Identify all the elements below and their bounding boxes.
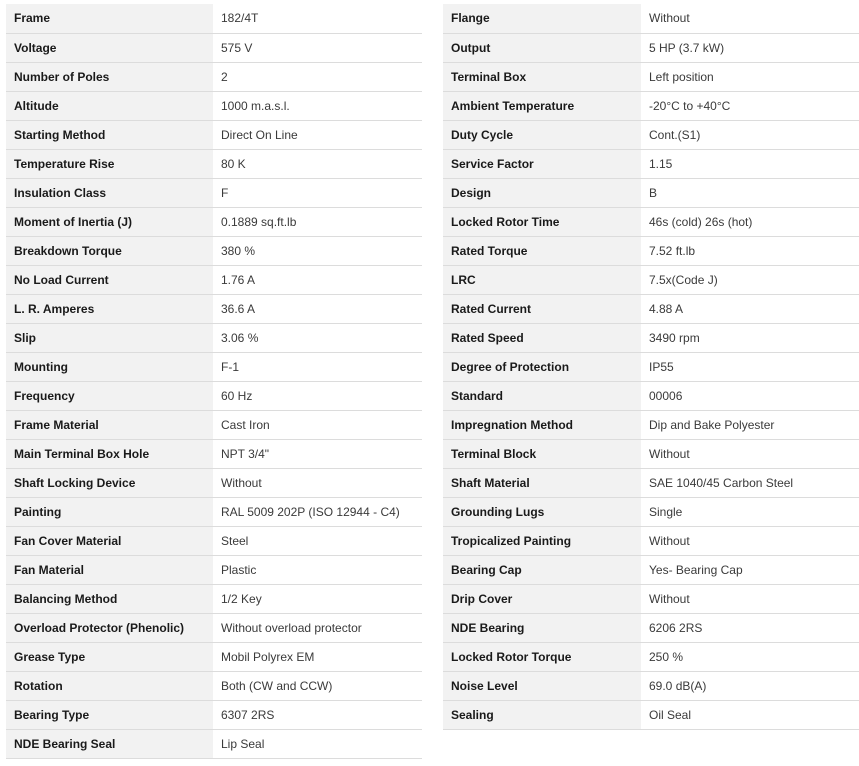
spec-row	[6, 265, 422, 294]
spec-label: Fan Cover Material	[6, 526, 213, 555]
spec-value: 1000 m.a.s.l.	[213, 91, 422, 120]
spec-label: Temperature Rise	[6, 149, 213, 178]
spec-label: Design	[443, 178, 641, 207]
spec-row	[6, 236, 422, 265]
spec-label: LRC	[443, 265, 641, 294]
spec-value: Without overload protector	[213, 613, 422, 642]
spec-row	[6, 207, 422, 236]
spec-value: 6206 2RS	[641, 613, 859, 642]
spec-row	[6, 4, 422, 33]
spec-label: Noise Level	[443, 671, 641, 700]
spec-row	[443, 4, 859, 33]
spec-label: Frequency	[6, 381, 213, 410]
spec-value: 46s (cold) 26s (hot)	[641, 207, 859, 236]
spec-row	[6, 352, 422, 381]
spec-row	[443, 671, 859, 700]
spec-row	[443, 294, 859, 323]
spec-label: Impregnation Method	[443, 410, 641, 439]
spec-row	[6, 33, 422, 62]
spec-value: Without	[213, 468, 422, 497]
spec-row	[443, 584, 859, 613]
spec-label: Standard	[443, 381, 641, 410]
spec-row	[443, 265, 859, 294]
spec-value: Mobil Polyrex EM	[213, 642, 422, 671]
spec-value: Steel	[213, 526, 422, 555]
spec-row	[443, 120, 859, 149]
spec-row	[443, 352, 859, 381]
spec-label: Tropicalized Painting	[443, 526, 641, 555]
spec-value: Cont.(S1)	[641, 120, 859, 149]
spec-row	[443, 497, 859, 526]
spec-row	[6, 323, 422, 352]
spec-row	[6, 729, 422, 758]
spec-value: Cast Iron	[213, 410, 422, 439]
spec-value: 250 %	[641, 642, 859, 671]
spec-row	[443, 700, 859, 729]
spec-label: Balancing Method	[6, 584, 213, 613]
spec-row	[443, 149, 859, 178]
spec-label: Bearing Cap	[443, 555, 641, 584]
spec-label: Grease Type	[6, 642, 213, 671]
spec-label: Rated Speed	[443, 323, 641, 352]
spec-row	[443, 526, 859, 555]
spec-value: Direct On Line	[213, 120, 422, 149]
spec-value: NPT 3/4"	[213, 439, 422, 468]
spec-label: Frame Material	[6, 410, 213, 439]
spec-row	[6, 410, 422, 439]
spec-value: 3490 rpm	[641, 323, 859, 352]
spec-label: Rated Current	[443, 294, 641, 323]
spec-label: Altitude	[6, 91, 213, 120]
spec-row	[443, 555, 859, 584]
spec-label: L. R. Amperes	[6, 294, 213, 323]
spec-value: 60 Hz	[213, 381, 422, 410]
spec-row	[6, 584, 422, 613]
spec-value: 7.5x(Code J)	[641, 265, 859, 294]
spec-value: F-1	[213, 352, 422, 381]
spec-value: 3.06 %	[213, 323, 422, 352]
spec-label: Mounting	[6, 352, 213, 381]
spec-row	[6, 381, 422, 410]
spec-label: Grounding Lugs	[443, 497, 641, 526]
spec-value: 1/2 Key	[213, 584, 422, 613]
spec-label: Output	[443, 33, 641, 62]
spec-row	[6, 294, 422, 323]
spec-label: Insulation Class	[6, 178, 213, 207]
spec-value: 4.88 A	[641, 294, 859, 323]
spec-row	[6, 555, 422, 584]
spec-value: Yes- Bearing Cap	[641, 555, 859, 584]
spec-row	[6, 671, 422, 700]
spec-row	[443, 439, 859, 468]
spec-row	[6, 439, 422, 468]
spec-label: Locked Rotor Torque	[443, 642, 641, 671]
spec-label: Starting Method	[6, 120, 213, 149]
spec-table-left	[6, 4, 422, 759]
spec-label: Flange	[443, 4, 641, 33]
spec-label: Shaft Locking Device	[6, 468, 213, 497]
spec-label: Frame	[6, 4, 213, 33]
spec-row	[6, 497, 422, 526]
spec-label: NDE Bearing Seal	[6, 729, 213, 758]
spec-row	[443, 236, 859, 265]
spec-value: 575 V	[213, 33, 422, 62]
spec-value: -20°C to +40°C	[641, 91, 859, 120]
spec-row	[6, 178, 422, 207]
spec-label: Overload Protector (Phenolic)	[6, 613, 213, 642]
spec-label: Shaft Material	[443, 468, 641, 497]
spec-table-right	[443, 4, 859, 730]
spec-value: Single	[641, 497, 859, 526]
spec-value: 0.1889 sq.ft.lb	[213, 207, 422, 236]
spec-value: 69.0 dB(A)	[641, 671, 859, 700]
spec-value: Without	[641, 526, 859, 555]
spec-label: Main Terminal Box Hole	[6, 439, 213, 468]
spec-row	[6, 149, 422, 178]
spec-value: 7.52 ft.lb	[641, 236, 859, 265]
spec-row	[6, 468, 422, 497]
spec-label: Slip	[6, 323, 213, 352]
spec-label: Moment of Inertia (J)	[6, 207, 213, 236]
spec-value: 36.6 A	[213, 294, 422, 323]
spec-row	[6, 700, 422, 729]
spec-label: Number of Poles	[6, 62, 213, 91]
spec-value: SAE 1040/45 Carbon Steel	[641, 468, 859, 497]
spec-label: Rated Torque	[443, 236, 641, 265]
spec-value: Plastic	[213, 555, 422, 584]
spec-value: F	[213, 178, 422, 207]
spec-value: B	[641, 178, 859, 207]
spec-row	[443, 468, 859, 497]
spec-value: IP55	[641, 352, 859, 381]
spec-label: Duty Cycle	[443, 120, 641, 149]
spec-value: 6307 2RS	[213, 700, 422, 729]
spec-value: Left position	[641, 62, 859, 91]
spec-row	[443, 91, 859, 120]
spec-value: Both (CW and CCW)	[213, 671, 422, 700]
spec-value: RAL 5009 202P (ISO 12944 - C4)	[213, 497, 422, 526]
spec-row	[443, 178, 859, 207]
spec-label: No Load Current	[6, 265, 213, 294]
spec-row	[6, 62, 422, 91]
spec-label: Locked Rotor Time	[443, 207, 641, 236]
spec-value: Without	[641, 584, 859, 613]
spec-label: Sealing	[443, 700, 641, 729]
spec-label: Drip Cover	[443, 584, 641, 613]
spec-value: 5 HP (3.7 kW)	[641, 33, 859, 62]
spec-row	[6, 526, 422, 555]
spec-row	[443, 410, 859, 439]
spec-row	[6, 91, 422, 120]
spec-value: Dip and Bake Polyester	[641, 410, 859, 439]
spec-value: 00006	[641, 381, 859, 410]
spec-value: 182/4T	[213, 4, 422, 33]
spec-row	[6, 613, 422, 642]
spec-label: Voltage	[6, 33, 213, 62]
spec-row	[443, 642, 859, 671]
spec-value: 1.15	[641, 149, 859, 178]
spec-row	[443, 613, 859, 642]
spec-label: Rotation	[6, 671, 213, 700]
spec-row	[443, 323, 859, 352]
spec-value: 2	[213, 62, 422, 91]
spec-value: Without	[641, 4, 859, 33]
spec-value: 80 K	[213, 149, 422, 178]
spec-row	[443, 33, 859, 62]
spec-table-left-body	[6, 4, 422, 758]
spec-label: Painting	[6, 497, 213, 526]
spec-label: Breakdown Torque	[6, 236, 213, 265]
spec-label: Ambient Temperature	[443, 91, 641, 120]
spec-row	[443, 381, 859, 410]
spec-label: Fan Material	[6, 555, 213, 584]
spec-row	[6, 120, 422, 149]
spec-label: Bearing Type	[6, 700, 213, 729]
spec-value: 1.76 A	[213, 265, 422, 294]
spec-label: NDE Bearing	[443, 613, 641, 642]
spec-row	[443, 207, 859, 236]
spec-value: Without	[641, 439, 859, 468]
spec-row	[443, 62, 859, 91]
spec-table-right-body	[443, 4, 859, 729]
spec-label: Service Factor	[443, 149, 641, 178]
spec-label: Degree of Protection	[443, 352, 641, 381]
spec-value: Oil Seal	[641, 700, 859, 729]
spec-label: Terminal Box	[443, 62, 641, 91]
spec-label: Terminal Block	[443, 439, 641, 468]
spec-row	[6, 642, 422, 671]
spec-value: 380 %	[213, 236, 422, 265]
spec-value: Lip Seal	[213, 729, 422, 758]
